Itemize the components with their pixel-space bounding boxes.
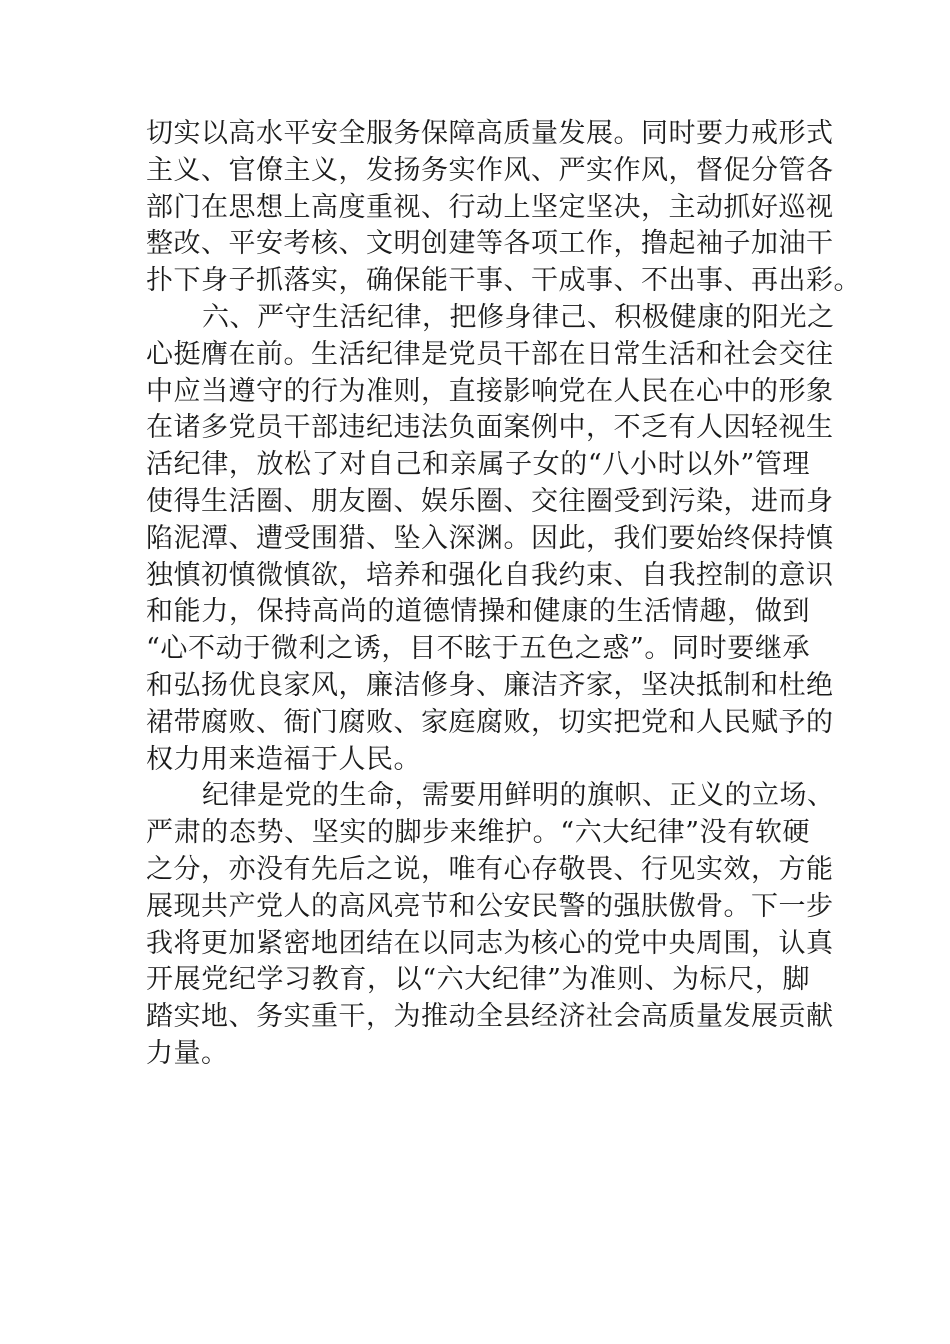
paragraph-line: 主义、官僚主义，发扬务实作风、严实作风，督促分管各	[146, 154, 834, 186]
paragraph-line: 和弘扬优良家风，廉洁修身、廉洁齐家，坚决抵制和杜绝	[146, 669, 834, 701]
paragraph-line: 心挺膺在前。生活纪律是党员干部在日常生活和社会交往	[146, 338, 834, 370]
paragraph-line: “心不动于微利之诱，目不眩于五色之惑”。同时要继承	[146, 633, 810, 665]
paragraph-line: 活纪律，放松了对自己和亲属子女的“八小时以外”管理	[146, 449, 810, 481]
paragraph-line: 踏实地、务实重干，为推动全县经济社会高质量发展贡献	[146, 1001, 834, 1033]
paragraph-line: 纪律是党的生命，需要用鲜明的旗帜、正义的立场、	[202, 780, 835, 812]
paragraph-line: 裙带腐败、衙门腐败、家庭腐败，切实把党和人民赋予的	[146, 706, 834, 738]
paragraph-line: 力量。	[146, 1037, 229, 1069]
paragraph-line: 独慎初慎微慎欲，培养和强化自我约束、自我控制的意识	[146, 559, 834, 591]
paragraph-line: 中应当遵守的行为准则，直接影响党在人民在心中的形象	[146, 375, 834, 407]
paragraph-line: 严肃的态势、坚实的脚步来维护。“六大纪律”没有软硬	[146, 817, 810, 849]
paragraph-line: 六、严守生活纪律，把修身律己、积极健康的阳光之	[202, 301, 835, 333]
paragraph-2	[146, 300, 835, 778]
paragraph-line: 使得生活圈、朋友圈、娱乐圈、交往圈受到污染，进而身	[146, 485, 834, 517]
paragraph-3	[146, 778, 835, 1072]
paragraph-line: 之分，亦没有先后之说，唯有心存敬畏、行见实效，方能	[146, 853, 834, 885]
document-body	[146, 116, 861, 1073]
paragraph-line: 扑下身子抓落实，确保能干事、干成事、不出事、再出彩。	[146, 265, 861, 297]
paragraph-1	[146, 116, 861, 300]
paragraph-line: 整改、平安考核、文明创建等各项工作，撸起袖子加油干	[146, 228, 834, 260]
paragraph-line: 和能力，保持高尚的道德情操和健康的生活情趣，做到	[146, 596, 810, 628]
paragraph-line: 我将更加紧密地团结在以同志为核心的党中央周围，认真	[146, 927, 834, 959]
paragraph-line: 陷泥潭、遭受围猎、坠入深渊。因此，我们要始终保持慎	[146, 522, 834, 554]
paragraph-line: 切实以高水平安全服务保障高质量发展。同时要力戒形式	[146, 118, 834, 149]
paragraph-line: 在诸多党员干部违纪违法负面案例中，不乏有人因轻视生	[146, 412, 834, 444]
paragraph-line: 展现共产党人的高风亮节和公安民警的强肤傲骨。下一步	[146, 890, 834, 922]
paragraph-line: 权力用来造福于人民。	[146, 743, 421, 775]
paragraph-line: 部门在思想上高度重视、行动上坚定坚决，主动抓好巡视	[146, 191, 834, 223]
paragraph-line: 开展党纪学习教育，以“六大纪律”为准则、为标尺，脚	[146, 964, 810, 996]
